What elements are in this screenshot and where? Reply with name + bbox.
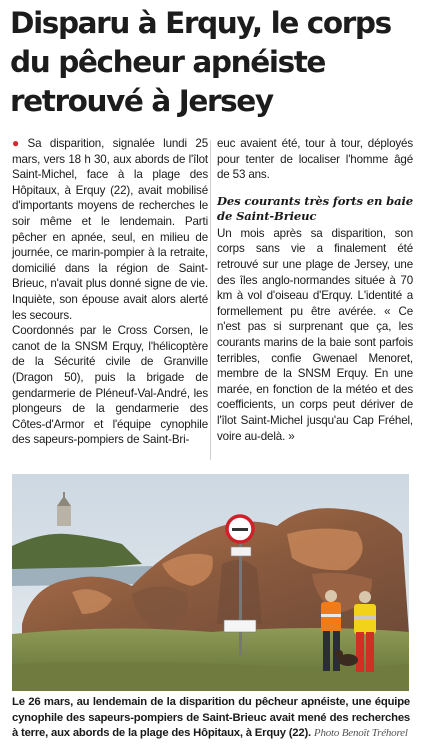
news-photo	[12, 474, 409, 691]
paragraph-intro	[12, 136, 208, 323]
headline-line-3: retrouvé à Jersey	[10, 84, 273, 118]
headline-line-2: du pêcheur apnéiste	[10, 45, 326, 79]
paragraph-continued: euc avaient été, tour à tour, déployés pour tenter de localiser l'homme âgé de 53 ans.	[217, 137, 413, 182]
headline	[10, 4, 414, 121]
photo-credit: Photo Benoît Tréhorel	[313, 727, 408, 739]
paragraph-rescue: Coordonnés par le Cross Corsen, le canot de la SNSM Erquy, l'hélicoptère de la Sécurité civile de Granville (Dragon 50), puis la brigade de gendarmerie de Pléneuf-Val-André, les plongeurs de la gendarmerie des Côtes-d'Armor et l'équipe cynophile des sapeurs-pompiers de Saint-Bri-	[12, 324, 208, 447]
photo-illustration	[12, 474, 409, 691]
paragraph-found: Un mois après sa disparition, son corps sans vie a finalement été retrouvé sur une plage de Jersey, une des îles anglo-normandes située à 70 km à vol d'oiseau d'Erquy. L'identité a formellement pu être avérée. « Ce n'est pas si surprenant que ça, les courants marins de la baie sont parfois terribles, confie Gwenael Menoret, membre de la SNSM Erquy. En une marée, en fonction de la météo et des coefficients, un corps peut dériver de l'îlot Saint-Michel jusqu'au Cap Fréhel, voire au-delà. »	[217, 226, 413, 443]
headline-line-1: Disparu à Erquy, le corps	[10, 6, 391, 40]
bullet-icon: ●	[12, 136, 25, 150]
paragraph-intro-text: Sa disparition, signalée lundi 25 mars, vers 18 h 30, aux abords de l'îlot Saint-Michel, face à la plage des Hôpitaux, à Erquy (22), avait mobilisé d'importants moyens de recherches le soir même et le lendemain. Parti pêcher en apnée, seul, en milieu de journée, ce marin-pompier à la retraite, domicilié dans la région de Saint-Brieuc, n'avait plus donné signe de vie. Inquiète, son épouse avait alors alerté les secours.	[12, 137, 208, 322]
column-divider	[210, 140, 211, 460]
photo-caption	[12, 695, 410, 742]
article-column-right	[217, 136, 413, 444]
caption-text: Le 26 mars, au lendemain de la disparition du pêcheur apnéiste, une équipe cynophile des sapeurs-pompiers de Saint-Brieuc avait mené des recherches à terre, aux abords de la plage des Hôpitaux, à Erquy (22).	[12, 696, 410, 739]
subheading: Des courants très forts en baie de Saint-Brieuc	[217, 193, 413, 223]
article-column-left	[12, 136, 208, 448]
